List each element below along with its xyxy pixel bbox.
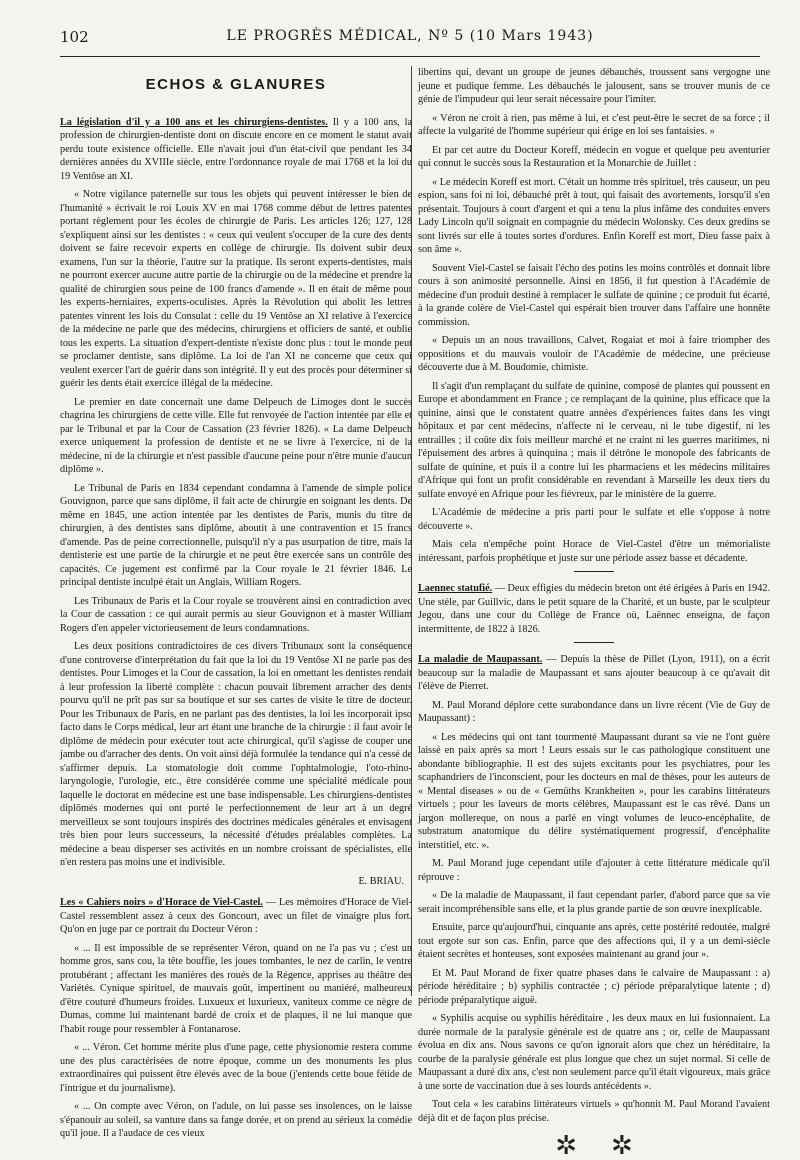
paragraph: Tout cela « les carabins littérateurs virtuels » qu'honnit M. Paul Morand l'avaient déjà dit et de façon plus précise. xyxy=(418,1099,770,1124)
paragraph: M. Paul Morand déplore cette surabondance dans un livre récent (Vie de Guy de Maupassant) : xyxy=(418,699,770,724)
article-cahiers-noirs: Les « Cahiers noirs » d'Horace de Viel-Castel. — Les mémoires d'Horace de Viel-Castel ressemblent assez à ceux des Goncourt, avec un filet de vinaigre plus fort. Qu'on en juge par ce portrait du Docteur Véron : xyxy=(60,897,412,935)
paragraph: Les deux positions contradictoires de ces divers Tribunaux sont la conséquence d'une controverse d'interprétation du fait que la loi du 19 Ventôse XI ne parle pas des dentistes. Pour Limoges et la Cour de cassation, la loi en omettant les dentistes rendait à leur profession la liberté complète : chacun pouvait librement arracher des dents pourvu qu'il ne prît pas sur sa boutique et sur ses cartes de visite le titre de docteur. Pour les Tribunaux de Paris, en ne parlant pas des dentistes, la loi les incorporait ipso facto dans le Corps médical, leur art étant une branche de la chirurgie : il faut avoir le diplôme de médecin pour exécuter tout acte chirurgical, qu'il s'agisse de couper une jambe ou d'arracher des dents. On voit ainsi déjà formulée la tendance qui n'a cessé de s'affirmer depuis. La stomatologie doit comme l'ophtalmologie, l'oto-rhino-laryngologie, l'urologie, etc., être considérée comme une spécialité médicale pour laquelle le doctorat en médecine est une base indispensable. Les chirurgiens-dentistes diplômés modernes qui ont porté le perfectionnement de leur art à un degré merveilleux se sont toujours inspirés des doctrines médicales générales et envisagent très bien pour leurs successeurs, la nécessité d'études préalables complètes. La médecine a beau disperser ses activités en un nombre croissant de spécialistes, elle n'en restera pas moins une et indivisible. xyxy=(60,641,412,868)
paragraph: Mais cela n'empêche point Horace de Viel-Castel d'être un mémorialiste intéressant, parfois prophétique et juste sur une période assez basse et décadente. xyxy=(418,539,770,564)
paragraph: Les Tribunaux de Paris et la Cour royale se trouvèrent ainsi en contradiction avec la Cour de cassation : ce qui aurait permis au sieur Gouvignon et à master William Rogers d'en appeler victorieusement de leurs condamnations. xyxy=(60,595,412,634)
divider xyxy=(574,642,614,643)
paragraph: « Le médecin Koreff est mort. C'était un homme très spirituel, très causeur, un peu espion, sans foi ni loi, débauché prêt à tout, qui faisait des avortements, lorsqu'il s'en présentait. Toujours à court d'argent et qui a tenu la plus infâme des conduites envers Lady Lincoln qu'il soignait en compagnie du médecin Wolonsky. Ces deux gredins se sont livrés sur elle à toutes sortes d'ordures. Enfin Koreff est mort, Dieu fasse paix à son âme ». xyxy=(418,176,770,255)
paragraph: « ... Il est impossible de se représenter Véron, quand on ne l'a pas vu ; c'est un homme gros, sans cou, la tête bouffie, les joues tombantes, le nez de carlin, le ventre protubérant ; affectant les manières des roués de la Régence, apprises au théâtre des Variétés. Cynique spirituel, de mauvais goût, impertinent ou maniéré, malheureux d'être couturé d'humeurs froides. Luxueux et luxurieux, vaniteux comme ce nègre de Dumas, comme lui maintenant bardé de croix et de plaques, il ne lui manque que l'habit rouge pour ressembler à Fontanarose. xyxy=(60,942,412,1035)
page-number: 102 xyxy=(60,28,89,46)
section-title: ECHOS & GLANURES xyxy=(145,76,327,93)
paragraph: libertins qui, devant un groupe de jeunes débauchés, troussent sans vergogne une jeune et pudique femme. Les débauchés le jalousent, sans se trouver munis de ce génie de l'impudeur qui leur serait nécessaire pour l'imiter. xyxy=(418,67,770,105)
ornament-star-icon: ✲ xyxy=(611,1131,633,1160)
ornament-star-icon: ✲ xyxy=(555,1131,577,1160)
paragraph: M. Paul Morand juge cependant utile d'ajouter à cette littérature médicale qu'il réprouve : xyxy=(418,858,770,883)
article-title: La législation d'il y a 100 ans et les chirurgiens-dentistes. xyxy=(60,116,328,128)
paragraph: Il s'agit d'un remplaçant du sulfate de quinine, composé de plantes qui poussent en Europe et abondamment en France ; ce remplaçant de la quinine, plus efficace que la quinine, ainsi que le constatent quatre années d'expériences faites dans les vingt hôpitaux et par cent médecins, n'affecte ni le cerveau, ni le tube digestif, ni les entrailles ; il coûte dix fois meilleur marché et ne craint ni les guerres maritimes, ni l'épuisement des arbres à quinquina ; mais il détrône le monopole des fabricants de sulfate de quinine, et puis il a contre lui les pharmaciens et les médecins militaires d'Afrique qui font un profit considérable en revendant à Marseille les deux tiers du sulfate envoyé en Afrique pour les fiévreux, par le ministère de la guerre. xyxy=(418,380,770,500)
running-title: LE PROGRÈS MÉDICAL, Nº 5 (10 Mars 1943) xyxy=(226,28,594,44)
paragraph: « De la maladie de Maupassant, il faut cependant parler, d'abord parce que sa vie serait incompréhensible sans elle, et la plus grande partie de son œuvre inexplicable. xyxy=(418,890,770,915)
paragraph: Le premier en date concernait une dame Delpeuch de Limoges dont le succès chagrina les chirurgiens de cette ville. Elle fut renvoyée de l'action intentée par elle et par le Tribunal et par la Cour de Cassation (23 février 1826). « La dame Delpeuch exerce uniquement la profession de dentiste et ne se livre à l'exercice, ni de la médecine, ni de la chirurgie et n'est passible d'aucune peine pour n'être munie d'aucun diplôme ». xyxy=(60,396,412,475)
paragraph: Le Tribunal de Paris en 1834 cependant condamna à l'amende de simple police Gouvignon, parce que sans diplôme, il fait acte de chirurgie en soignant les dents. De même en 1845, une action intentée par les dentistes de Paris, munis du titre de chirurgien, à des dentistes sans diplôme, aboutit à une contravention et 15 francs d'amende. Pas de peine correctionnelle, puisqu'il n'y a pas usurpation de titre, mais la dentisterie est une partie de la chirurgie et ne peut être exercée sans un contrôle des capacités. Ce jugement est confirmé par la Cour royale le 21 février 1846. Le principal dentiste inculpé était un Anglais, William Rogers. xyxy=(60,482,412,588)
paragraph: « ... Véron. Cet homme mérite plus d'une page, cette physionomie restera comme une des plus caractérisées de notre époque, comme un des monuments les plus extraordinaires qui puissent être élevés avec de la boue (j'entends cette boue fétide de l'intrigue et du journalisme). xyxy=(60,1042,412,1094)
right-column xyxy=(418,66,770,1160)
article-maupassant: La maladie de Maupassant. — Depuis la thèse de Pillet (Lyon, 1911), on a écrit beaucoup sur la maladie de Maupassant et sans ajouter beaucoup à ce qu'avait dit l'élève de Pierret. xyxy=(418,654,770,692)
paragraph: « Notre vigilance paternelle sur tous les objets qui peuvent intéresser le bien de l'humanité » écrivait le roi Louis XV en mai 1768 comme début de lettres patentes portant règlement pour les écoles de chirurgie de Paris. Les articles 126; 127, 128 s'expliquent ainsi sur les dentistes : « ceux qui veulent s'occuper de la cure des dents doivent se faire recevoir experts en collège de chirurgie. Ils doivent subir deux examens, l'un sur la théorie, l'autre sur la pratique. Ils seront experts-dentistes, mais ne pourront exercer aucune autre partie de la chirurgie ou de la médecine et prendre la qualité de chirurgien sous peine de 100 francs d'amende ». Il en était de même pour les experts-herniaires, experts-oculistes. Après la Révolution qui abolit les lettres patentes vinrent les lois du Consulat : celle du 19 Ventôse an XI relative à l'exercice de la médecine ne parle que des médecins, chirurgiens et officiers de santé, et oublie tous les experts. La situation d'expert-dentiste n'existe donc plus : tout le monde peut se proclamer dentiste, sans diplôme. La loi de l'an XI ne concerne que ceux qui veulent exercer l'art de guérir dans son intégrité. Il y eut des procès pour déterminer si guérir les dents était exercice illégal de la médecine. xyxy=(60,189,412,389)
paragraph: Et M. Paul Morand de fixer quatre phases dans le calvaire de Maupassant : a) période héréditaire ; b) syphilis contractée ; c) période préparalytique latente ; d) période préparalytique aiguë. xyxy=(418,967,770,1006)
divider xyxy=(574,571,614,572)
paragraph: Ensuite, parce qu'aujourd'hui, cinquante ans après, cette postérité redoutée, malgré tout ergote sur son cas. Enfin, parce que des affections qui, il y a un demi-siècle étaient secrètes et honteuses, sont exposées maintenant au grand jour ». xyxy=(418,922,770,960)
header-rule xyxy=(60,56,760,57)
article-title: Laennec statufié. xyxy=(418,583,493,594)
article-laennec: Laennec statufié. — Deux effigies du médecin breton ont été érigées à Paris en 1942. Une stèle, par Guillvic, dans le petit square de la Charité, et un buste, par le sculpteur Jegou, dans une cour du Collège de France où, Laënnec enseigna, de façon intermittente, de 1822 à 1826. xyxy=(418,583,770,635)
paragraph: Souvent Viel-Castel se faisait l'écho des potins les moins contrôlés et donnait libre cours à son animosité personnelle. Ainsi en 1856, il fut question à l'Académie de médecine d'un produit destiné à remplacer le sulfate de quinine ; ce produit fut écarté, à la grande colère de Viel-Castel qui espérait bien trouver dans l'affaire une honnête commission. xyxy=(418,262,770,328)
ornaments xyxy=(418,1131,770,1160)
author-signature: E. BRIAU. xyxy=(358,875,404,887)
page-header xyxy=(60,28,760,50)
article-title: La maladie de Maupassant. xyxy=(418,654,543,665)
paragraph: « Depuis un an nous travaillons, Calvet, Rogaiat et moi à faire triompher des oppositions et du mauvais vouloir de l'Académie de médecine, une précieuse découverte due à M. Boudomie, chimiste. xyxy=(418,335,770,373)
paragraph: L'Académie de médecine a pris parti pour le sulfate et elle s'oppose à notre découverte ». xyxy=(418,507,770,532)
paragraph: « Les médecins qui ont tant tourmenté Maupassant durant sa vie ne l'ont guère laissé en paix après sa mort ! Leurs essais sur le cas pathologique constituent une abondante bibliographie. Il est des sujets excitants pour les psychiatres, pour les scaphandriers de l'inconscient, pour les docteurs en mal de thèses, pour les auteurs de « Mental diseases » ou de « Gemüths Krankheiten », pour les carabins littérateurs virtuels ; pour les laveurs de morts célèbres, Maupassant est le cas rêvé. Dans un jargon mollereque, on nous a parlé en vingt volumes de leuco-encéphalite, de substratum anatomique du délire systématiquement progressif, d'encéphalite interstitiel, etc. ». xyxy=(418,731,770,851)
paragraph: « Syphilis acquise ou syphilis héréditaire , les deux maux en lui fusionnaient. La durée normale de la paralysie générale est de quatre ans ; or, celle de Maupassant évolua en dix ans. Nous savons ce qu'on ignorait alors que chez un héréditaire, la courbe de la paralysie générale est plus longue que chez un sujet normal. Si celle de Maupassant a duré dix ans, c'est non seulement parce qu'il était vigoureux, mais grâce à une sorte de vaccination due à ses lourds antécédents ». xyxy=(418,1013,770,1092)
paragraph: « ... On compte avec Véron, on l'adule, on lui passe ses insolences, on le laisse s'épanouir au soleil, sa vanture dans sa fange dorée, et on prend au sérieux la comédie qu'il joue. Il a l'audace de ces vieux xyxy=(60,1101,412,1139)
paragraph: Et par cet autre du Docteur Koreff, médecin en vogue et quelque peu aventurier qui connut le succès sous la Restauration et la Monarchie de Juillet : xyxy=(418,144,770,169)
paragraph: « Véron ne croit à rien, pas même à lui, et c'est peut-être le secret de sa force ; il affecte la vulgarité de l'homme supérieur qui érige en loi ses fantaisies. » xyxy=(418,112,770,137)
article-title: Les « Cahiers noirs » d'Horace de Viel-Castel. xyxy=(60,897,263,908)
left-column xyxy=(60,66,412,1146)
article-dentistes: La législation d'il y a 100 ans et les chirurgiens-dentistes. Il y a 100 ans, la profession de chirurgien-dentiste dont on discute encore en ce moment le statut avait perdu toute existence officielle. Elle n'avait joui d'un état-civil que pendant les 34 dernières années du XVIIIe siècle, entre l'ordonnance royale de mai 1768 et la loi du 19 Ventôse an XI. xyxy=(60,116,412,182)
